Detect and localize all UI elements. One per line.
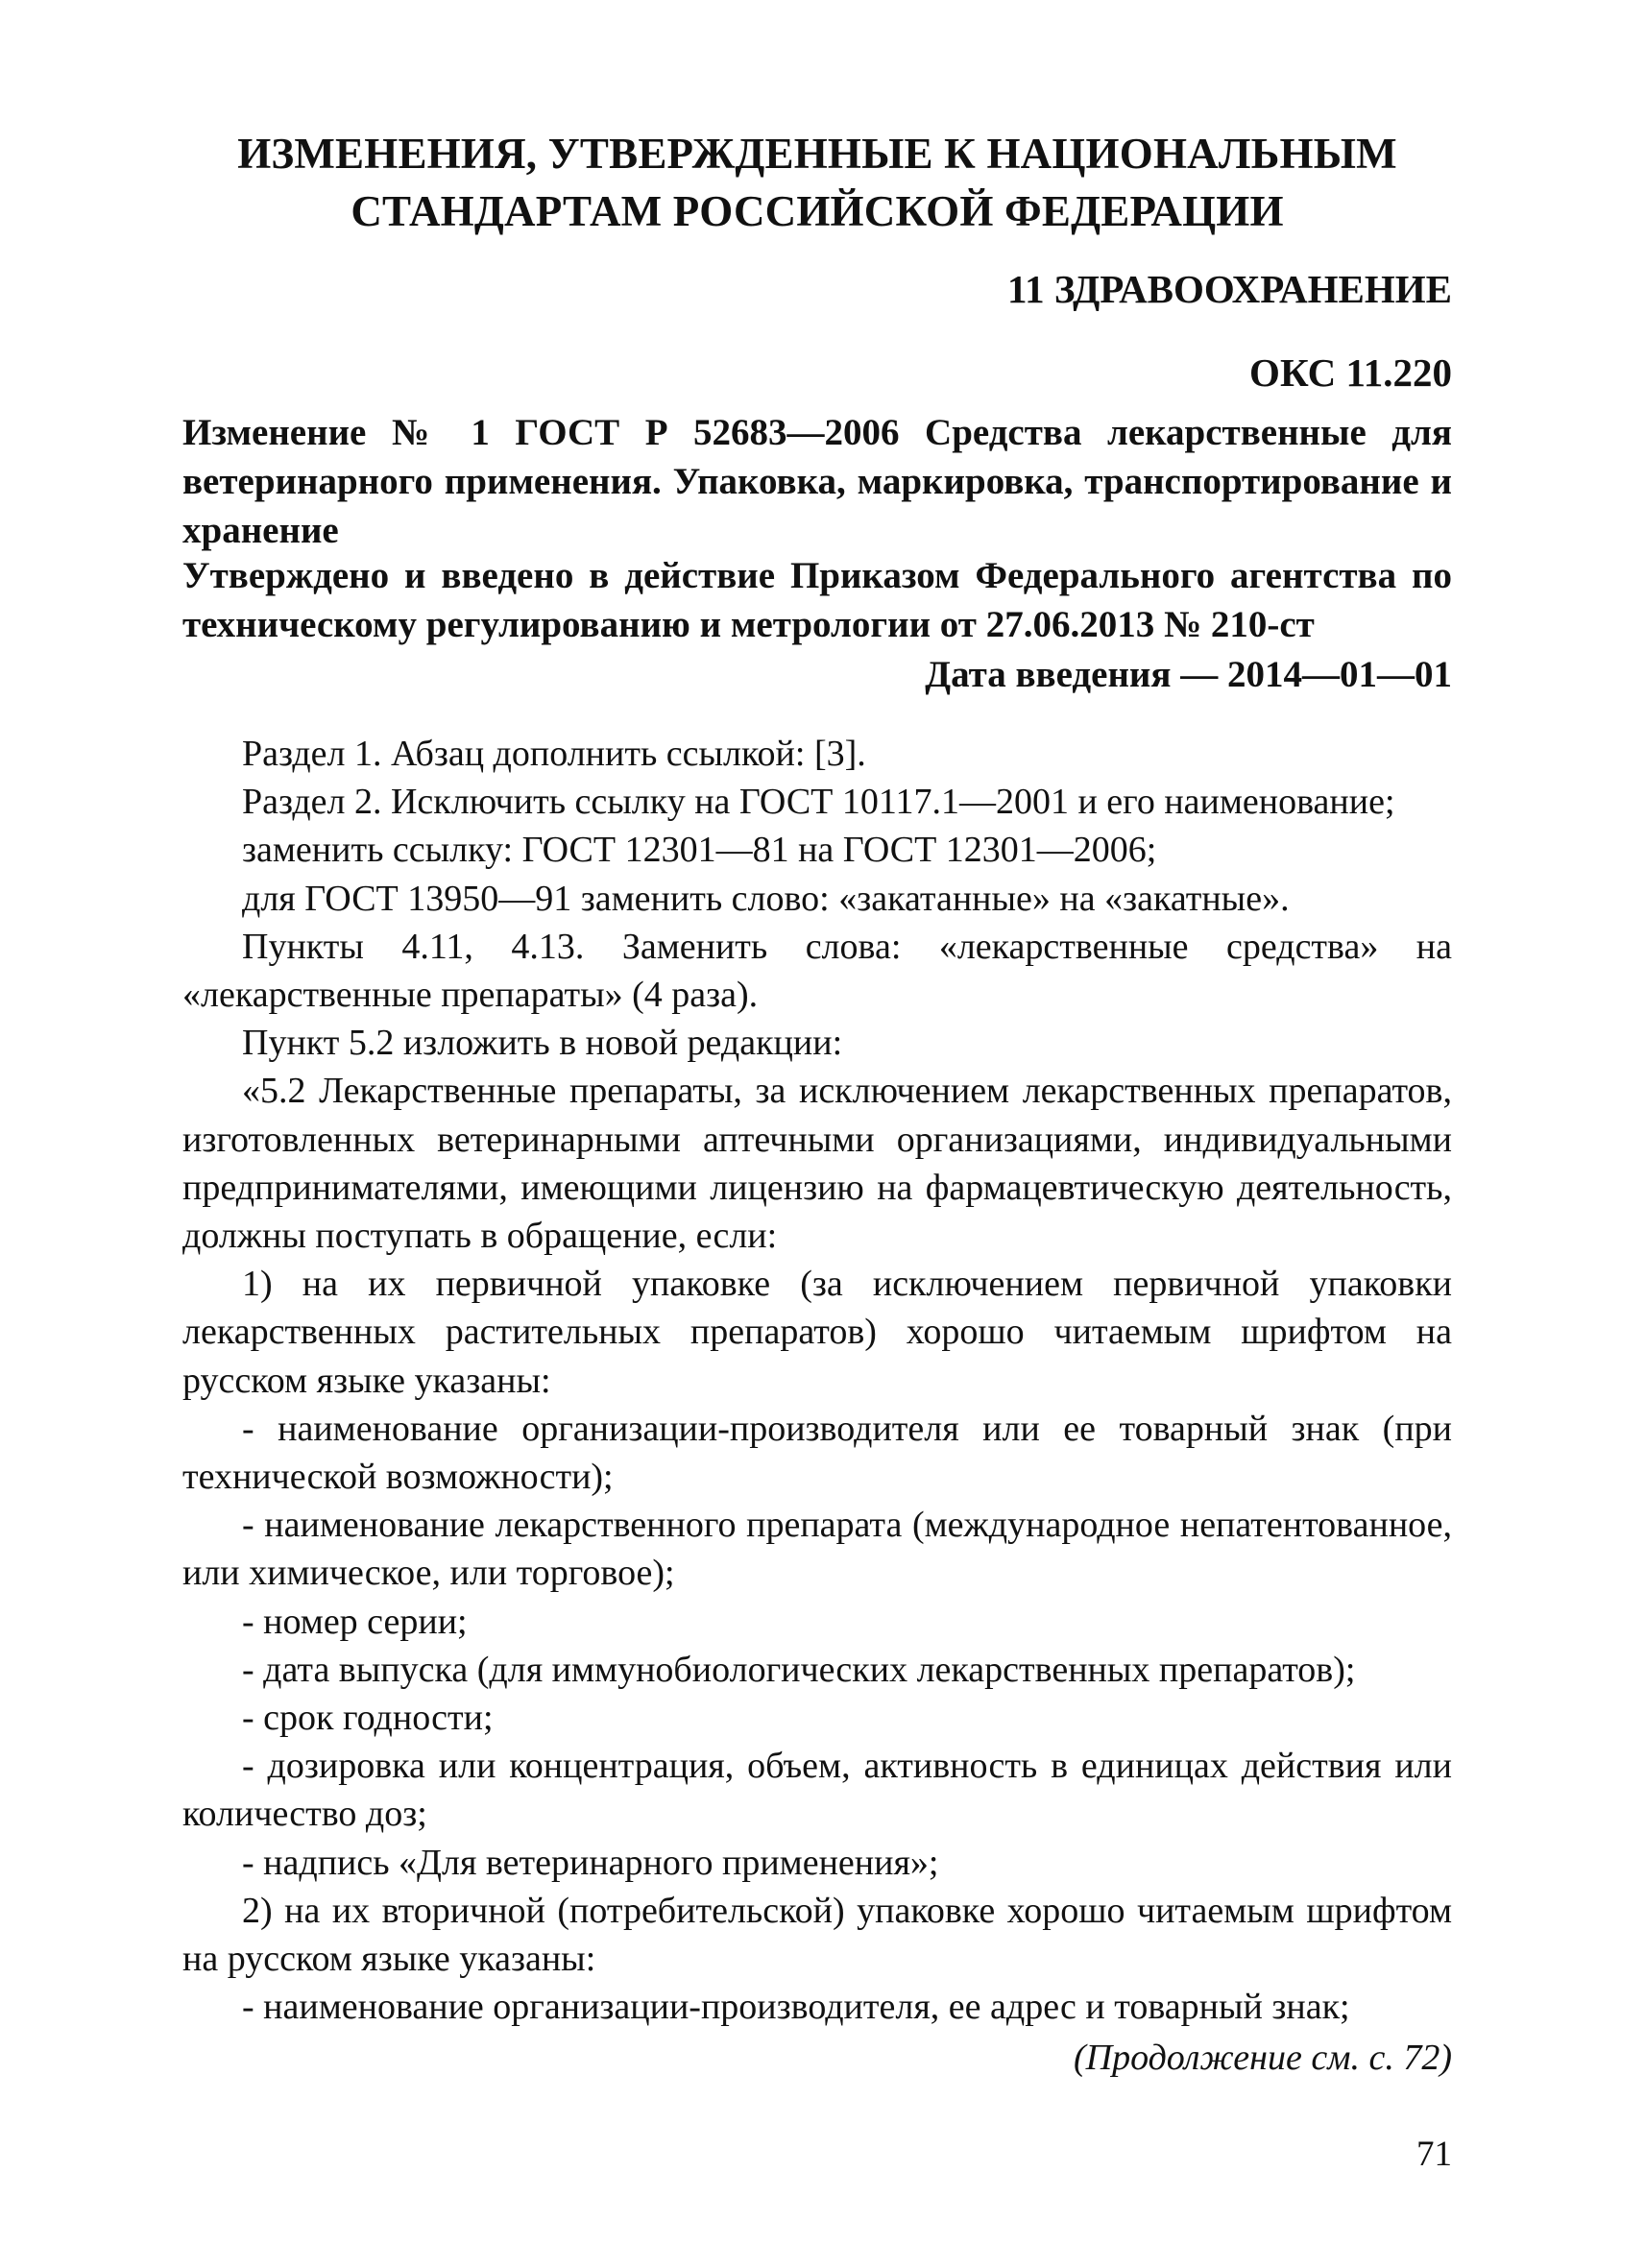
body-text [182,730,1452,2031]
paragraph: Пункт 5.2 изложить в новой редакции: [242,1023,843,1064]
paragraph: заменить ссылку: ГОСТ 12301—81 на ГОСТ 12301—2006; [242,830,1157,871]
change-title: Изменение № 1 ГОСТ Р 52683—2006 Средства лекарственные для ветеринарного применения. Упаковка, маркировка, транспортирование и хранение [182,412,1452,551]
paragraph: Пункты 4.11, 4.13. Заменить слова: «лекарственные средства» на «лекарственные препараты» (4 раза). [182,926,1452,1016]
paragraph: 2) на их вторичной (потребительской) упаковке хорошо читаемым шрифтом на русском языке указаны: [182,1890,1452,1980]
list-item: - срок годности; [242,1698,494,1739]
effective-date: Дата введения — 2014—01—01 [925,654,1452,695]
list-item: - дозировка или концентрация, объем, активность в единицах действия или количество доз; [182,1746,1452,1835]
list-item: - наименование организации-производителя или ее товарный знак (при технической возможности); [182,1408,1452,1498]
approval-statement: Утверждено и введено в действие Приказом Федерального агентства по техническому регулированию и метрологии от 27.06.2013 № 210-ст [182,555,1452,645]
oks-code: ОКС 11.220 [1249,350,1452,395]
continuation-note: (Продолжение см. с. 72) [1073,2038,1452,2078]
list-item: - наименование лекарственного препарата (международное непатентованное, или химическое, или торговое); [182,1505,1452,1594]
paragraph: Раздел 2. Исключить ссылку на ГОСТ 10117.1—2001 и его наименование; [242,782,1395,823]
list-item: - наименование организации-производителя, ее адрес и товарный знак; [242,1987,1350,2028]
document-title [182,125,1452,240]
paragraph: для ГОСТ 13950—91 заменить слово: «закатанные» на «закатные». [242,878,1290,919]
list-item: - номер серии; [242,1601,468,1642]
title-line-2: СТАНДАРТАМ РОССИЙСКОЙ ФЕДЕРАЦИИ [351,187,1284,235]
paragraph: Раздел 1. Абзац дополнить ссылкой: [3]. [242,734,866,774]
page-number: 71 [1416,2135,1452,2174]
section-heading: 11 ЗДРАВООХРАНЕНИЕ [1006,267,1452,311]
list-item: - надпись «Для ветеринарного применения»; [242,1842,939,1883]
paragraph: «5.2 Лекарственные препараты, за исключением лекарственных препаратов, изготовленных ветеринарными аптечными организациями, индивидуальными предпринимателями, имеющими лицензию на фармацевтическую деятельность, должны поступать в обращение, если: [182,1071,1452,1257]
paragraph: 1) на их первичной упаковке (за исключением первичной упаковки лекарственных растительных препаратов) хорошо читаемым шрифтом на русском языке указаны: [182,1264,1452,1401]
title-line-1: ИЗМЕНЕНИЯ, УТВЕРЖДЕННЫЕ К НАЦИОНАЛЬНЫМ [237,130,1397,178]
list-item: - дата выпуска (для иммунобиологических лекарственных препаратов); [242,1649,1356,1690]
